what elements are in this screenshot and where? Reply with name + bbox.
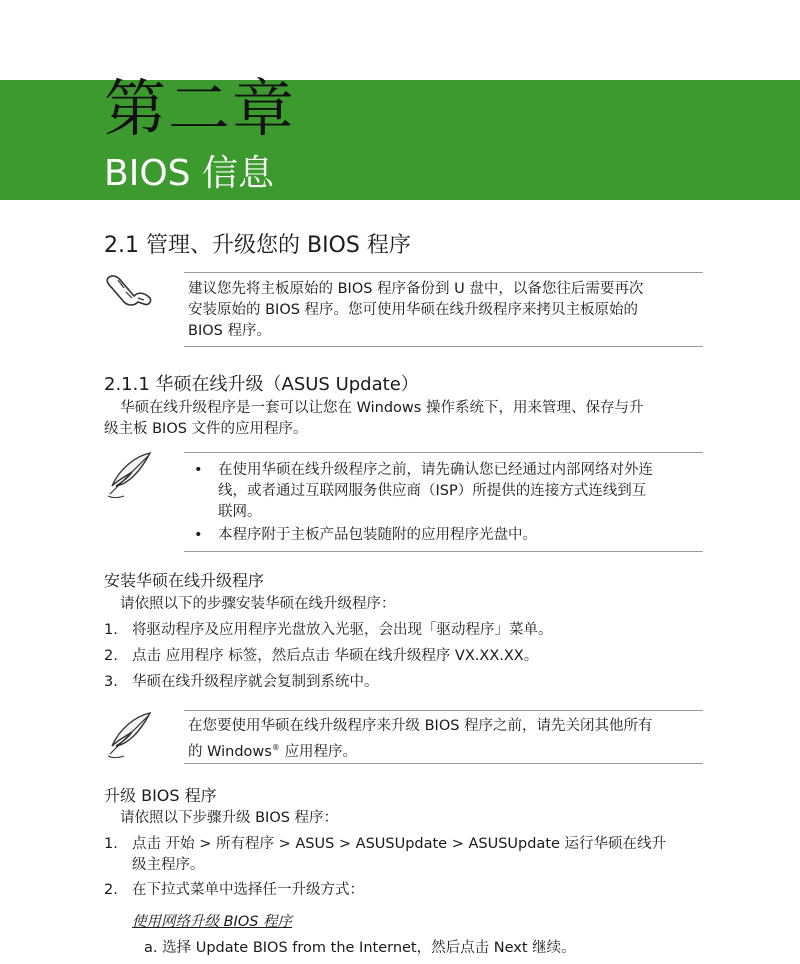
note3-bottom-rule <box>184 763 703 764</box>
note3-line2 <box>188 737 357 763</box>
hand-note-icon <box>104 272 154 312</box>
note3-line1: 在您要使用华硕在线升级程序来升级 BIOS 程序之前，请先关闭其他所有 <box>188 718 653 734</box>
step-number: 1. <box>104 836 118 852</box>
note3-top-rule <box>184 710 703 711</box>
intro-line1: 华硕在线升级程序是一套可以让您在 Windows 操作系统下，用来管理、保存与升 <box>120 400 644 416</box>
step-text: 将驱动程序及应用程序光盘放入光驱，会出现「驱动程序」菜单。 <box>132 622 553 638</box>
step-number: 3. <box>104 674 118 690</box>
upgrade-step2-text: 在下拉式菜单中选择任一升级方式： <box>132 882 364 898</box>
note2-item1-line1: 在使用华硕在线升级程序之前，请先确认您已经通过内部网络对外连 <box>218 462 653 478</box>
method-title: 使用网络升级 BIOS 程序 <box>132 914 293 930</box>
note2-item-1 <box>194 460 704 523</box>
bullet: • <box>194 527 203 543</box>
upgrade-step-1 <box>104 834 704 876</box>
step-number: 2. <box>104 648 118 664</box>
step-number: 1. <box>104 622 118 638</box>
note3-line2-a: 的 Windows <box>188 743 272 760</box>
note1-line3: BIOS 程序。 <box>188 323 271 339</box>
upgrade-step1-line2: 级主程序。 <box>132 857 205 873</box>
upgrade-step-2 <box>104 880 704 901</box>
registered-mark: ® <box>271 743 280 752</box>
note2-item2-text: 本程序附于主板产品包装随附的应用程序光盘中。 <box>218 527 537 543</box>
chapter-title: 第二章 <box>104 72 297 145</box>
install-step-1 <box>104 620 704 641</box>
note1-top-rule <box>184 272 703 273</box>
upgrade-lead: 请依照以下步骤升级 BIOS 程序： <box>120 810 339 826</box>
step-text: 华硕在线升级程序就会复制到系统中。 <box>132 674 379 690</box>
feather-note-icon <box>102 710 156 762</box>
section-heading: 2.1 管理、升级您的 BIOS 程序 <box>104 233 411 258</box>
install-lead: 请依照以下的步骤安装华硕在线升级程序： <box>120 596 396 612</box>
step-number: 2. <box>104 882 118 898</box>
upgrade-heading: 升级 BIOS 程序 <box>104 786 217 805</box>
note1-line2: 安装原始的 BIOS 程序。您可使用华硕在线升级程序来拷贝主板原始的 <box>188 302 639 318</box>
note2-bottom-rule <box>184 551 703 552</box>
upgrade-step1-line1: 点击 开始 > 所有程序 > ASUS > ASUSUpdate > ASUSUpdate 运行华硕在线升 <box>132 836 667 852</box>
note2-item-2 <box>194 525 704 546</box>
install-step-2 <box>104 646 704 667</box>
chapter-subtitle: BIOS 信息 <box>104 153 274 194</box>
bullet: • <box>194 462 203 478</box>
note1-bottom-rule <box>184 346 703 347</box>
note2-item1-line2: 线，或者通过互联网服务供应商（ISP）所提供的连接方式连线到互 <box>218 483 647 499</box>
intro-line2: 级主板 BIOS 文件的应用程序。 <box>104 421 308 437</box>
note3-line2-b: 应用程序。 <box>279 743 357 760</box>
feather-note-icon <box>102 450 156 502</box>
method-a: a. 选择 Update BIOS from the Internet，然后点击 Next 继续。 <box>144 940 576 956</box>
note2-top-rule <box>184 452 703 453</box>
subsection-heading: 2.1.1 华硕在线升级（ASUS Update） <box>104 374 419 395</box>
step-text: 点击 应用程序 标签，然后点击 华硕在线升级程序 VX.XX.XX。 <box>132 648 539 664</box>
note2-item1-line3: 联网。 <box>218 504 262 520</box>
install-step-3 <box>104 672 704 693</box>
note1-line1: 建议您先将主板原始的 BIOS 程序备份到 U 盘中，以备您往后需要再次 <box>188 281 644 297</box>
install-heading: 安装华硕在线升级程序 <box>104 571 265 590</box>
